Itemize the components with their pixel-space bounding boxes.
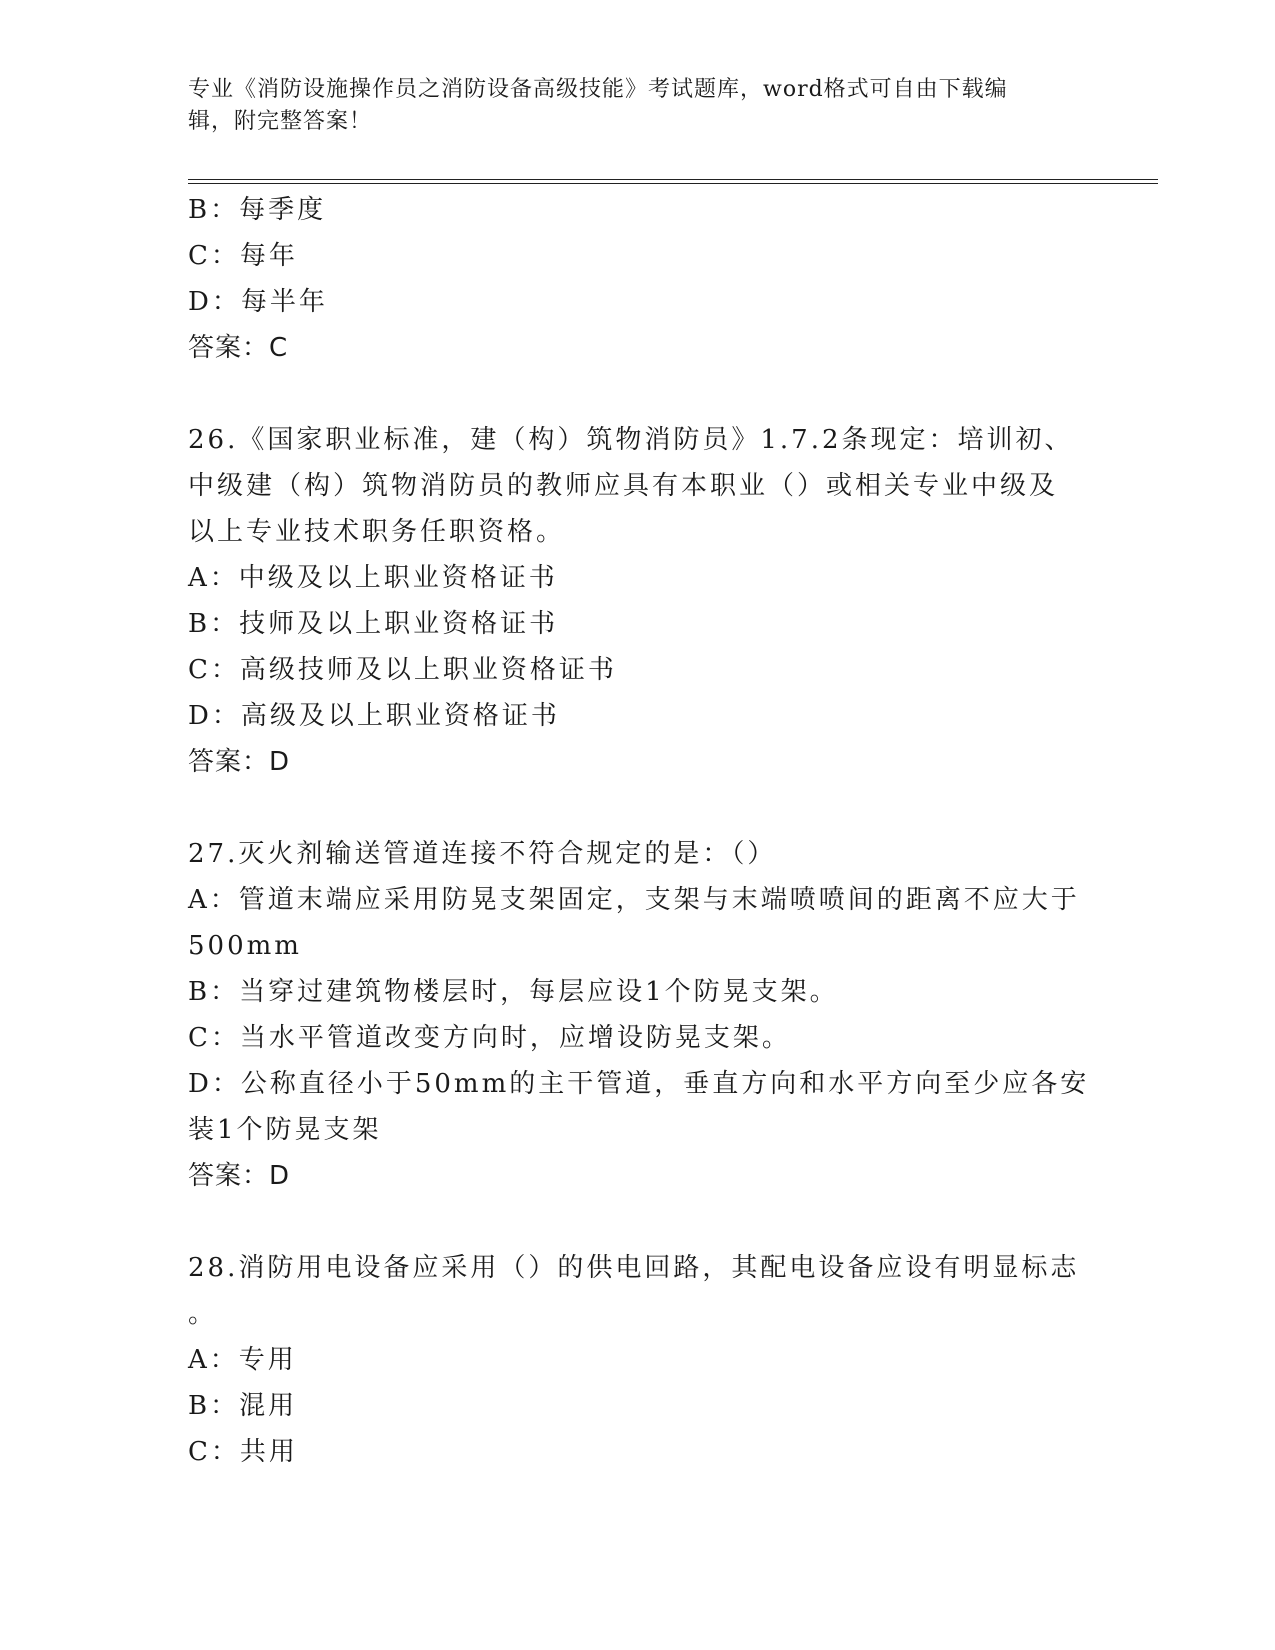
option-a-continuation: 500mm bbox=[188, 931, 302, 961]
answer-line: 答案：D bbox=[188, 747, 291, 777]
question-list bbox=[188, 187, 1088, 1475]
header-divider-top bbox=[188, 179, 1158, 180]
option-b: B：每季度 bbox=[188, 195, 327, 225]
question-28 bbox=[188, 1245, 1088, 1475]
question-stem-line: 27.灭火剂输送管道连接不符合规定的是：（） bbox=[188, 839, 777, 869]
option-d-continuation: 装1个防晃支架 bbox=[188, 1115, 382, 1145]
answer-line: 答案：C bbox=[188, 333, 289, 363]
option-a: A：专用 bbox=[188, 1345, 297, 1375]
option-b: B：当穿过建筑物楼层时，每层应设1个防晃支架。 bbox=[188, 977, 839, 1007]
option-c: C：高级技师及以上职业资格证书 bbox=[188, 655, 617, 685]
option-c: C：共用 bbox=[188, 1437, 298, 1467]
question-26 bbox=[188, 417, 1088, 785]
header-divider-bottom bbox=[188, 183, 1158, 184]
option-b: B：技师及以上职业资格证书 bbox=[188, 609, 559, 639]
document-header bbox=[188, 74, 1088, 138]
option-c: C：当水平管道改变方向时，应增设防晃支架。 bbox=[188, 1023, 791, 1053]
option-b: B：混用 bbox=[188, 1391, 298, 1421]
spacer bbox=[188, 371, 1088, 417]
question-27 bbox=[188, 831, 1088, 1199]
option-d: D：每半年 bbox=[188, 287, 328, 317]
spacer bbox=[188, 785, 1088, 831]
header-line-1: 专业《消防设施操作员之消防设备高级技能》考试题库，word格式可自由下载编 bbox=[188, 77, 1008, 102]
question-stem-line: 28.消防用电设备应采用（）的供电回路，其配电设备应设有明显标志 bbox=[188, 1253, 1080, 1283]
question-stem-line: 中级建（构）筑物消防员的教师应具有本职业（）或相关专业中级及 bbox=[188, 471, 1059, 501]
option-a: A：中级及以上职业资格证书 bbox=[188, 563, 558, 593]
question-stem-continuation: 。 bbox=[188, 1299, 218, 1329]
question-25-tail bbox=[188, 187, 1088, 371]
spacer bbox=[188, 1199, 1088, 1245]
answer-line: 答案：D bbox=[188, 1161, 291, 1191]
question-stem-line: 以上专业技术职务任职资格。 bbox=[188, 517, 566, 547]
option-c: C：每年 bbox=[188, 241, 298, 271]
header-line-2: 辑，附完整答案！ bbox=[188, 109, 373, 134]
option-d-line: D：公称直径小于50mm的主干管道，垂直方向和水平方向至少应各安 bbox=[188, 1069, 1090, 1099]
option-d: D：高级及以上职业资格证书 bbox=[188, 701, 560, 731]
question-stem-line: 26.《国家职业标准，建（构）筑物消防员》1.7.2条现定：培训初、 bbox=[188, 425, 1074, 455]
option-a-line: A：管道末端应采用防晃支架固定，支架与末端喷喷间的距离不应大于 bbox=[188, 885, 1080, 915]
